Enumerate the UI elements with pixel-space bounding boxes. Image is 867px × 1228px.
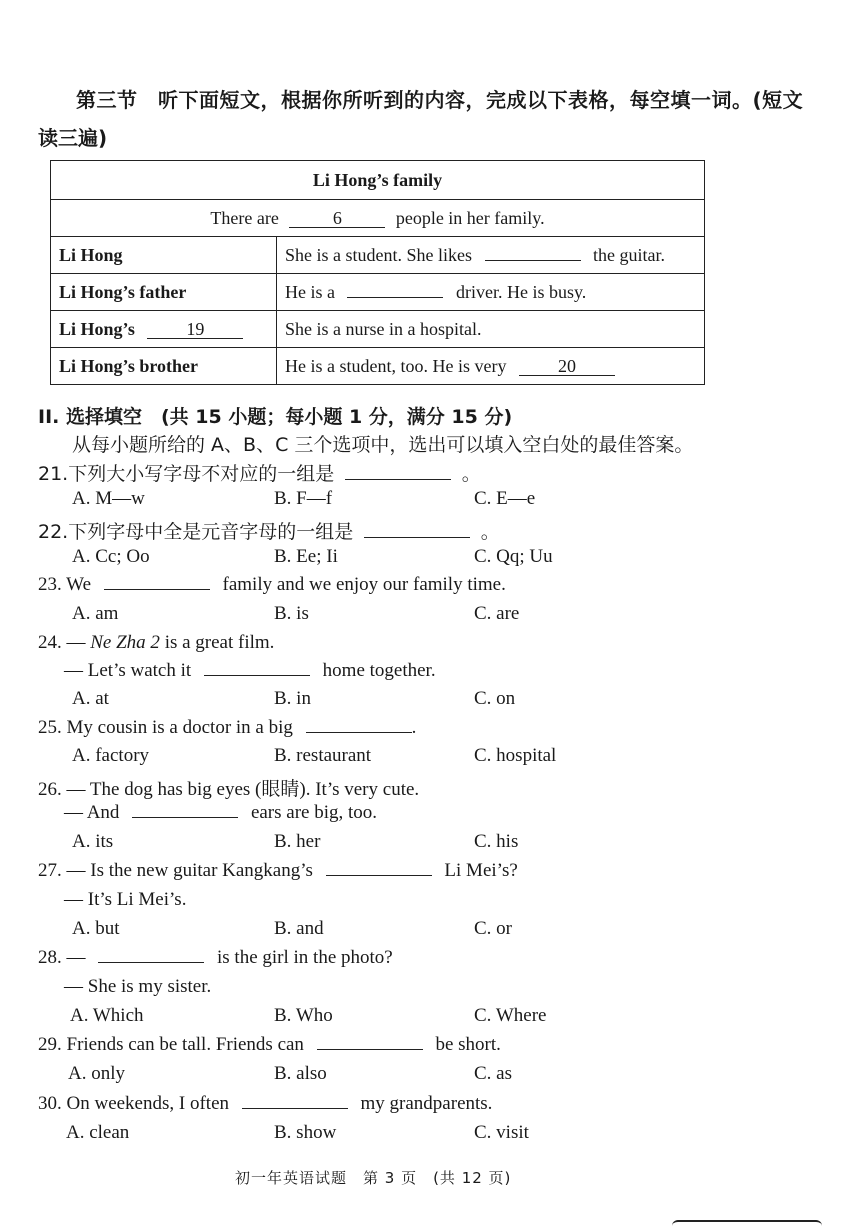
question-text-after: is the girl in the photo? xyxy=(217,947,393,968)
option-c[interactable]: C. E—e xyxy=(474,488,536,509)
question-22 xyxy=(38,517,500,544)
table-row xyxy=(51,348,705,385)
question-text: 22.下列字母中全是元音字母的一组是 xyxy=(38,521,354,543)
question-27-line2: — It’s Li Mei’s. xyxy=(64,889,187,910)
question-text-after: home together. xyxy=(322,660,436,681)
row-text-before: She is a student. She likes xyxy=(285,244,472,265)
question-text-after: . xyxy=(411,717,417,738)
answer-blank-16[interactable] xyxy=(485,260,581,261)
question-text: 30. On weekends, I often xyxy=(38,1093,230,1114)
row-text: She is a nurse in a hospital. xyxy=(277,311,705,348)
answer-blank[interactable] xyxy=(317,1049,423,1050)
answer-blank[interactable] xyxy=(104,589,210,590)
answer-blank[interactable] xyxy=(345,479,451,480)
answer-blank-19[interactable]: 19 xyxy=(147,320,243,339)
option-b[interactable]: B. her xyxy=(274,831,321,852)
row-label: Li Hong’s brother xyxy=(51,348,277,385)
option-b[interactable]: B. F—f xyxy=(274,488,333,509)
section-heading-continued: 读三遍) xyxy=(38,126,108,150)
answer-blank[interactable] xyxy=(242,1108,348,1109)
option-a[interactable]: A. Which xyxy=(70,1005,144,1026)
option-a[interactable]: A. am xyxy=(72,603,119,624)
part-heading: II. 选择填空 (共 15 小题；每小题 1 分，满分 15 分) xyxy=(38,406,513,428)
option-b[interactable]: B. restaurant xyxy=(274,745,372,766)
family-table xyxy=(50,160,705,385)
question-text-after: is a great film. xyxy=(164,632,275,653)
question-text: 24. — xyxy=(38,632,86,653)
option-a[interactable]: A. Cc; Oo xyxy=(72,546,150,567)
row-label-with-blank xyxy=(51,311,277,348)
row-text-after: driver. He is busy. xyxy=(455,281,587,302)
option-a[interactable]: A. at xyxy=(72,688,109,709)
option-c[interactable]: C. Qq; Uu xyxy=(474,546,553,567)
row-text xyxy=(277,348,705,385)
option-c[interactable]: C. or xyxy=(474,918,512,939)
table-row-people xyxy=(51,200,705,237)
question-24-line2 xyxy=(64,660,436,682)
answer-blank[interactable] xyxy=(326,875,432,876)
question-27 xyxy=(38,860,518,882)
question-28 xyxy=(38,947,393,969)
question-26: 26. — The dog has big eyes (眼睛). It’s very cute. xyxy=(38,779,420,800)
question-23 xyxy=(38,574,506,596)
option-c[interactable]: C. as xyxy=(474,1063,512,1084)
option-a[interactable]: A. M—w xyxy=(72,488,145,509)
row-text xyxy=(277,237,705,274)
option-b[interactable]: B. is xyxy=(274,603,309,624)
question-30 xyxy=(38,1093,492,1115)
answer-blank[interactable]: 6 xyxy=(289,209,385,228)
table-row xyxy=(51,237,705,274)
question-text-after: my grandparents. xyxy=(360,1093,493,1114)
answer-blank[interactable] xyxy=(132,817,238,818)
row-text-after: the guitar. xyxy=(593,244,665,265)
question-26-line2 xyxy=(64,802,377,824)
corner-mark xyxy=(672,1220,822,1228)
question-28-line2: — She is my sister. xyxy=(64,976,212,997)
answer-blank[interactable] xyxy=(364,537,470,538)
row-text-before: He is a student, too. He is very xyxy=(285,355,507,376)
question-text-after: Li Mei’s? xyxy=(444,860,518,881)
option-a[interactable]: A. its xyxy=(72,831,114,852)
option-a[interactable]: A. clean xyxy=(66,1122,130,1143)
option-c[interactable]: C. on xyxy=(474,688,516,709)
option-a[interactable]: A. but xyxy=(72,918,120,939)
row-label: Li Hong xyxy=(51,237,277,274)
question-text: 28. — xyxy=(38,947,86,968)
option-a[interactable]: A. only xyxy=(68,1063,125,1084)
question-text: — Let’s watch it xyxy=(64,660,192,681)
option-c[interactable]: C. hospital xyxy=(474,745,557,766)
question-text-after: ears are big, too. xyxy=(250,802,378,823)
question-24 xyxy=(38,632,274,654)
table-row xyxy=(51,274,705,311)
table-title: Li Hong’s family xyxy=(51,161,705,200)
question-text: 23. We xyxy=(38,574,92,595)
option-b[interactable]: B. Ee; Ii xyxy=(274,546,338,567)
answer-blank-17[interactable] xyxy=(347,297,443,298)
table-row xyxy=(51,311,705,348)
section-heading: 第三节 听下面短文，根据你所听到的内容，完成以下表格，每空填一词。(短文 xyxy=(76,88,804,112)
option-c[interactable]: C. his xyxy=(474,831,519,852)
question-text: 25. My cousin is a doctor in a big xyxy=(38,717,293,738)
question-text-after: family and we enjoy our family time. xyxy=(222,574,506,595)
row-label: Li Hong’s xyxy=(59,318,135,339)
answer-blank-20[interactable]: 20 xyxy=(519,357,615,376)
question-text: 27. — Is the new guitar Kangkang’s xyxy=(38,860,313,881)
option-c[interactable]: C. visit xyxy=(474,1122,529,1143)
option-b[interactable]: B. Who xyxy=(274,1005,333,1026)
row-label: Li Hong’s father xyxy=(51,274,277,311)
answer-blank[interactable] xyxy=(204,675,310,676)
question-25 xyxy=(38,717,416,739)
option-b[interactable]: B. show xyxy=(274,1122,337,1143)
answer-blank[interactable] xyxy=(306,732,412,733)
question-29 xyxy=(38,1034,501,1056)
answer-blank[interactable] xyxy=(98,962,204,963)
question-text: 29. Friends can be tall. Friends can xyxy=(38,1034,304,1055)
question-text: — And xyxy=(64,802,120,823)
option-b[interactable]: B. and xyxy=(274,918,324,939)
row-text-before: He is a xyxy=(285,281,335,302)
instruction: 从每小题所给的 A、B、C 三个选项中，选出可以填入空白处的最佳答案。 xyxy=(72,434,694,456)
question-text-after: 。 xyxy=(480,521,500,543)
film-title: Ne Zha 2 xyxy=(90,632,160,653)
people-text-before: There are xyxy=(210,207,279,228)
option-b[interactable]: B. also xyxy=(274,1063,327,1084)
question-text: 21.下列大小写字母不对应的一组是 xyxy=(38,463,335,485)
row-text xyxy=(277,274,705,311)
option-c[interactable]: C. Where xyxy=(474,1005,547,1026)
page-footer: 初一年英语试题 第 3 页 (共 12 页) xyxy=(235,1169,512,1187)
option-b[interactable]: B. in xyxy=(274,688,311,709)
question-text-after: be short. xyxy=(435,1034,501,1055)
question-21 xyxy=(38,459,481,486)
people-text-after: people in her family. xyxy=(395,207,545,228)
option-a[interactable]: A. factory xyxy=(72,745,150,766)
question-text-after: 。 xyxy=(461,463,481,485)
option-c[interactable]: C. are xyxy=(474,603,520,624)
